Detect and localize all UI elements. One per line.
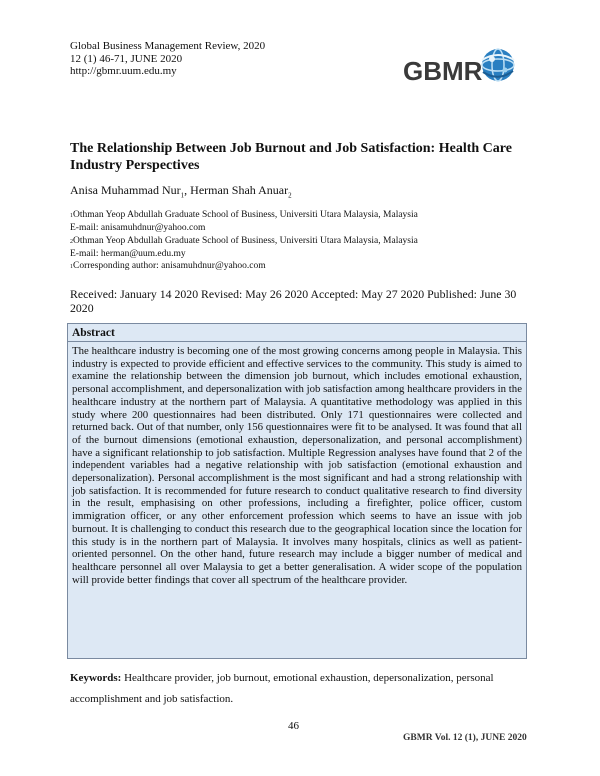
affiliation-mark: 1 (70, 213, 73, 219)
journal-info (70, 40, 265, 78)
page-footer: GBMR Vol. 12 (1), JUNE 2020 (403, 733, 527, 743)
logo-text: GBMR (403, 56, 483, 86)
journal-name: Global Business Management Review, 2020 (70, 40, 266, 52)
page-number: 46 (288, 720, 299, 732)
keywords-text: Healthcare provider, job burnout, emotional exhaustion, depersonalization, personal accomplishment and job satisfaction. (70, 672, 494, 705)
globe-icon (482, 49, 514, 81)
author-mark: 1 (180, 191, 185, 200)
publication-dates: Received: January 14 2020 Revised: May 26 2020 Accepted: May 27 2020 Published: June 30 2020 (70, 287, 517, 315)
author-name: Anisa Muhammad Nur (70, 183, 181, 197)
abstract-box (67, 323, 527, 659)
abstract-text: The healthcare industry is becoming one of the most growing concerns among people in Malaysia. This industry is expected to provide efficient and effective services to the community. This study is aimed to examine the relationship between the dimension job burnout, which includes emotional exhaustion, personal accomplishment, and depersonalization with job satisfaction among healthcare providers in the healthcare industry at the northern part of Malaysia. A quantitative methodology was applied in this study where 200 questionnaires had been distributed. Only 171 questionnaires were collected and returned back. Out of that number, only 156 questionnaires were fit to be analysed. It was found that all of the burnout dimensions (emotional exhaustion, depersonalization, and personal accomplishment) have a significant relationship to job satisfaction. Multiple Regression analyses have found that 2 of the independent variables had a negative relationship with job satisfaction (emotional exhaustion and depersonalization). Personal accomplishment is the most significant and had a strong relationship with job satisfaction. It is recommended for future research to conduct qualitative research to find diversity in the result, emphasising on other professions, including a firefighter, police officer, custom immigration officer, or any other enforcement profession which seems to have an issue with job burnout. It is challenging to conduct this research due to the geographical location since the location for this study is in the northern part of Malaysia. It involves many hospitals, clinics as well as patient-oriented personnel. On the other hand, future research may include a bigger number of medical and healthcare personnel all over Malaysia to get a better generalisation. A wider scope of the population will provide better findings that cover all spectrum of the healthcare provider. (72, 345, 522, 586)
affiliation-mark: 2 (70, 238, 73, 245)
affiliation-line: 1Othman Yeop Abdullah Graduate School of Business, Universiti Utara Malaysia, Malaysia (70, 210, 418, 220)
affiliation-line: E-mail: herman@uum.edu.my (70, 248, 186, 259)
author-name: Herman Shah Anuar (190, 183, 289, 197)
journal-url: http://gbmr.uum.edu.my (70, 65, 177, 77)
keywords-label: Keywords: (70, 672, 122, 684)
article-title: The Relationship Between Job Burnout and Job Satisfaction: Health Care Industry Perspectives (70, 141, 512, 173)
author-separator: , (184, 183, 191, 197)
keywords (70, 668, 532, 710)
journal-issue: 12 (1) 46-71, JUNE 2020 (70, 52, 183, 65)
author-list (70, 183, 292, 199)
affiliations (70, 209, 540, 273)
affiliation-line: E-mail: anisamuhdnur@yahoo.com (70, 223, 206, 234)
affiliation-line: 2Othman Yeop Abdullah Graduate School of Business, Universiti Utara Malaysia, Malaysia (70, 235, 418, 246)
gbmr-logo (403, 40, 523, 100)
affiliation-mark: 1 (70, 264, 73, 271)
author-mark: 2 (288, 191, 292, 200)
affiliation-line: 1Corresponding author: anisamuhdnur@yahoo.com (70, 261, 266, 272)
abstract-heading: Abstract (68, 324, 526, 342)
